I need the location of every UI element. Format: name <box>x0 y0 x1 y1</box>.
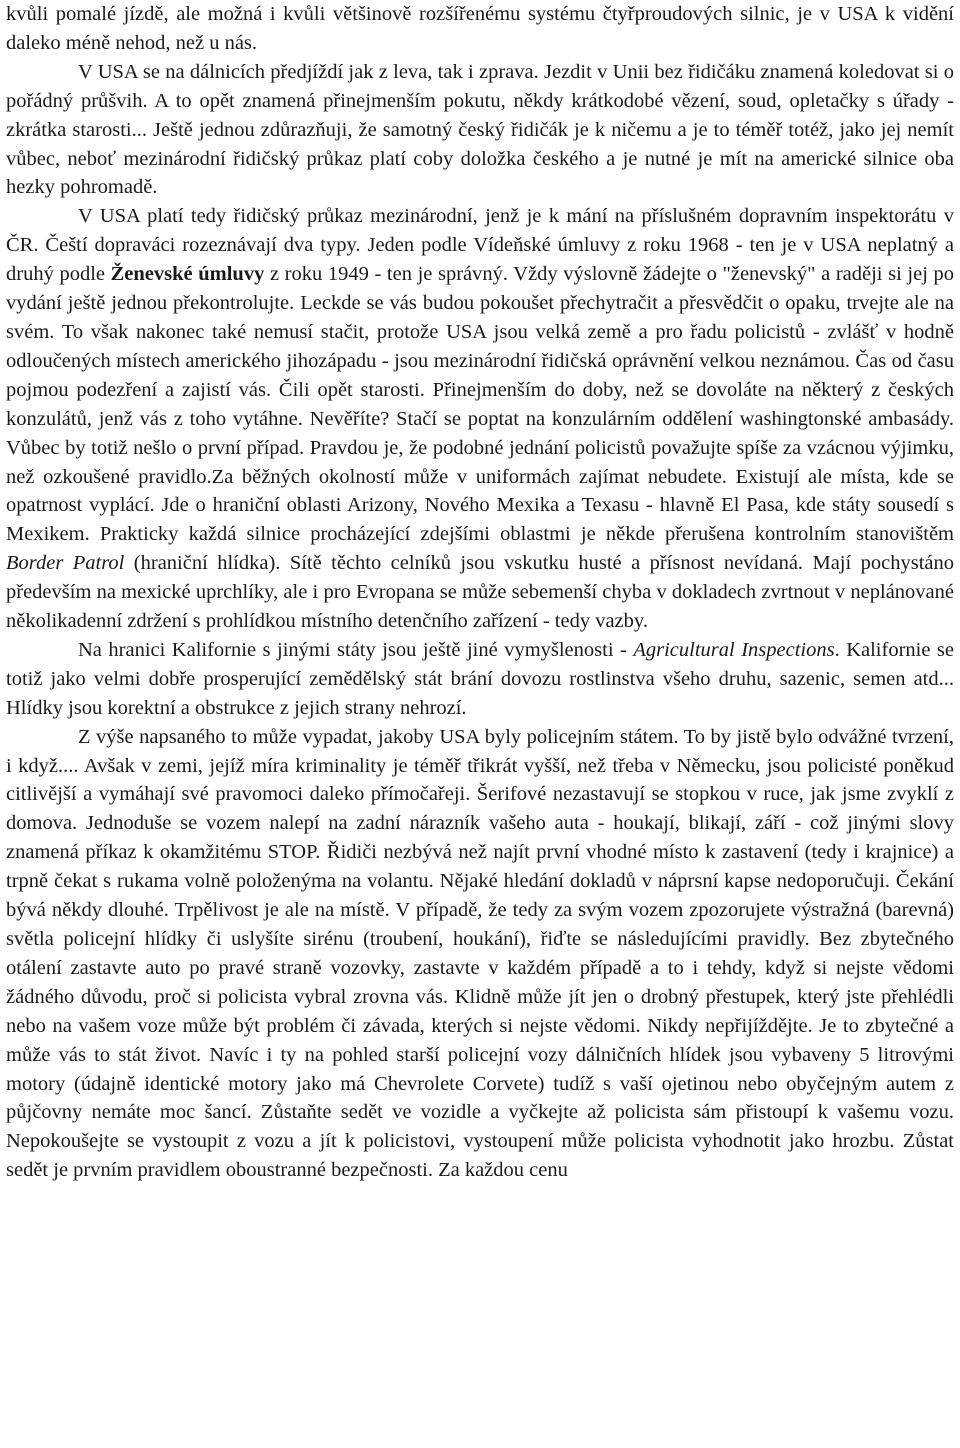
agricultural-inspections-italic: Agricultural Inspections <box>633 638 835 661</box>
paragraph-4-text-a: Na hranici Kalifornie s jinými státy jsou ještě jiné vymyšlenosti - <box>78 638 634 661</box>
document-page <box>6 0 954 1185</box>
paragraph-3-text-a: V USA platí tedy řidičský průkaz mezinárodní, jenž je k mání na příslušném dopravním inspektorátu v ČR. Čeští dopraváci rozeznávají dva typy. Jeden podle Vídeňské úmluvy z roku 1968 - ten je v USA neplatný a druhý podle <box>6 205 954 286</box>
paragraph-4-text-c: . Kalifornie se totiž jako velmi dobře prosperující zemědělský stát brání dovozu rostlinstva všeho druhu, sazenic, semen atd... Hlídky jsou korektní a obstrukce z jejich strany nehrozí. <box>6 638 955 719</box>
paragraph-1 <box>6 0 954 58</box>
paragraph-3-text-c: z roku 1949 - ten je správný. Vždy výslovně žádejte o "ženevský" a raději si jej po vydání ještě jednou překontrolujte. Leckde se vás budou pokoušet přechytračit a přesvědčit o opaku, trvejte ale na svém. To však nakonec také nemusí stačit, protože USA jsou velká země a pro řadu policistů - zvlášť v hodně odloučených místech amerického jihozápadu - jsou mezinárodní řidičská oprávnění velkou neznámou. Čas od času pojmou podezření a zajistí vás. Čili opět starosti. Přinejmenším do doby, než se dovoláte na některý z českých konzulátů, jenž vás z toho vytáhne. Nevěříte? Stačí se poptat na konzulárním oddělení washingtonské ambasády. Vůbec by totiž nešlo o první případ. Pravdou je, že podobné jednání policistů považujte spíše za vzácnou výjimku, než ozkoušené pravidlo.Za běžných okolností může v uniformách zajímat nebudete. Existují ale místa, kde se opatrnost vyplácí. Jde o hraniční oblasti Arizony, Nového Mexika a Texasu - hlavně El Pasa, kde státy sousedí s Mexikem. Prakticky každá silnice procházející zdejšími oblastmi je někde přerušena kontrolním stanovištěm <box>6 263 955 546</box>
paragraph-5-text: Z výše napsaného to může vypadat, jakoby USA byly policejním státem. To by jistě bylo odvážné tvrzení, i když.... Avšak v zemi, jejíž míra kriminality je téměř třikrát vyšší, než třeba v Německu, jsou policisté poněkud citlivější a vymáhají své pravomoci daleko přímočařeji. Šerifové nezastavují se stopkou v ruce, jak jsme zvyklí z domova. Jednoduše se vozem nalepí na zadní nárazník vašeho auta - houkají, blikají, září - což jinými slovy znamená příkaz k okamžitému STOP. Řidiči nezbývá než najít první vhodné místo k zastavení (tedy i krajnice) a trpně čekat s rukama volně položenýma na volantu. Nějaké hledání dokladů v náprsní kapse nedoporučuji. Čekání bývá někdy dlouhé. Trpělivost je ale na místě. V případě, že tedy za svým vozem zpozorujete výstražná (barevná) světla policejní hlídky či uslyšíte sirénu (troubení, houkání), řiďte se následujícími pravidly. Bez zbytečného otálení zastavte auto po pravé straně vozovky, zastavte v každém případě a to i tehdy, když si nejste vědomi žádného důvodu, proč si policista vybral zrovna vás. Klidně může jít jen o drobný přestupek, který jste přehlédli nebo na vašem voze může být problém či závada, kterých si nejste vědomi. Nikdy nepřijíždějte. Je to zbytečné a může vás to stát život. Navíc i ty na pohled starší policejní vozy dálničních hlídek jsou vybaveny 5 litrovými motory (údajně identické motory jako má Chevrolete Corvete) tudíž s vaší ojetinou nebo obyčejným autem z půjčovny nemáte moc šancí. Zůstaňte sedět ve vozidle a vyčkejte až policista sám přistoupí k vašemu vozu. Nepokoušejte se vystoupit z vozu a jít k policistovi, vystoupení může policista vyhodnotit jako hrozbu. Zůstat sedět je prvním pravidlem oboustranné bezpečnosti. Za každou cenu <box>6 725 954 1182</box>
paragraph-5 <box>6 723 954 1186</box>
paragraph-3-text-e: (hraniční hlídka). Sítě těchto celníků jsou vskutku husté a přísnost nevídaná. Mají pochystáno především na mexické uprchlíky, ale i pro Evropana se může sebemenší chyba v dokladech zvrtnout v neplánované několikadenní zdržení s prohlídkou místního detenčního zařízení - tedy vazby. <box>6 552 954 633</box>
paragraph-1-text: kvůli pomalé jízdě, ale možná i kvůli většinově rozšířenému systému čtyřproudových silnic, je v USA k vidění daleko méně nehod, než u nás. <box>6 3 954 54</box>
paragraph-2-text: V USA se na dálnicích předjíždí jak z leva, tak i zprava. Jezdit v Unii bez řidičáku znamená koledovat si o pořádný průšvih. A to opět znamená přinejmenším pokutu, někdy krátkodobé vězení, soud, opletačky s úřady - zkrátka starosti... Ještě jednou zdůrazňuji, že samotný český řidičák je k ničemu a je to téměř totéž, jako jej nemít vůbec, neboť mezinárodní řidičský průkaz platí coby doložka českého a je nutné je mít na americké silnice oba hezky pohromadě. <box>6 60 954 199</box>
paragraph-2 <box>6 58 954 203</box>
paragraph-4 <box>6 636 954 723</box>
border-patrol-italic: Border Patrol <box>6 552 125 575</box>
geneva-convention-bold: Ženevské úmluvy <box>110 263 265 286</box>
paragraph-3 <box>6 202 954 636</box>
